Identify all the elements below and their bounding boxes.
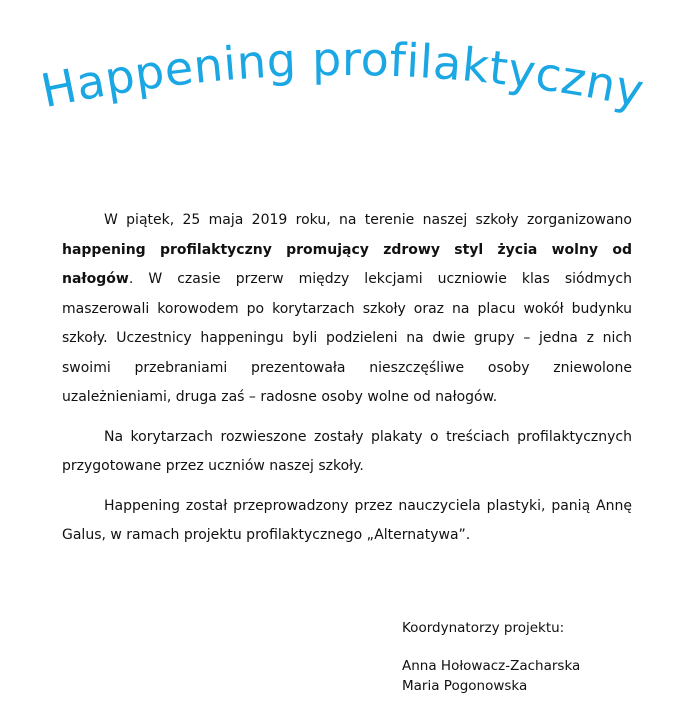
title-textpath: Happening profilaktyczny (36, 31, 649, 119)
paragraph-3: Happening został przeprowadzony przez nauczyciela plastyki, panią Annę Galus, w ramach projektu profilaktycznego „Alternatywa”. (62, 497, 632, 543)
paragraph-2: Na korytarzach rozwieszone zostały plakaty o treściach profilaktycznych przygotowane przez uczniów naszej szkoły. (62, 428, 632, 474)
paragraph-1-rest: . W czasie przerw między lekcjami uczniowie klas siódmych maszerowali korowodem po korytarzach szkoły oraz na placu wokół budynku szkoły. Uczestnicy happeningu byli podzieleni na dwie grupy – jedna z nich swoimi przebraniami prezentowała nieszczęśliwe osoby zniewolone uzależnieniami, druga zaś – radosne osoby wolne od nałogów. (62, 271, 632, 405)
title-text (36, 32, 648, 118)
paragraph-1-highlight: happening profilaktyczny promujący zdrowy styl życia wolny od nałogów (62, 241, 632, 287)
signature-block (402, 618, 580, 696)
signature-name-2: Maria Pogonowska (402, 678, 528, 694)
signature-name-1: Anna Hołowacz-Zacharska (402, 658, 581, 674)
page-title (0, 20, 686, 130)
paragraph-1-intro: W piątek, 25 maja 2019 roku, na terenie naszej szkoły zorganizowano (104, 212, 632, 228)
signature-role: Koordynatorzy projektu: (402, 620, 565, 636)
article-body (62, 206, 632, 551)
title-arc (0, 20, 686, 130)
paragraph-1 (62, 206, 632, 413)
